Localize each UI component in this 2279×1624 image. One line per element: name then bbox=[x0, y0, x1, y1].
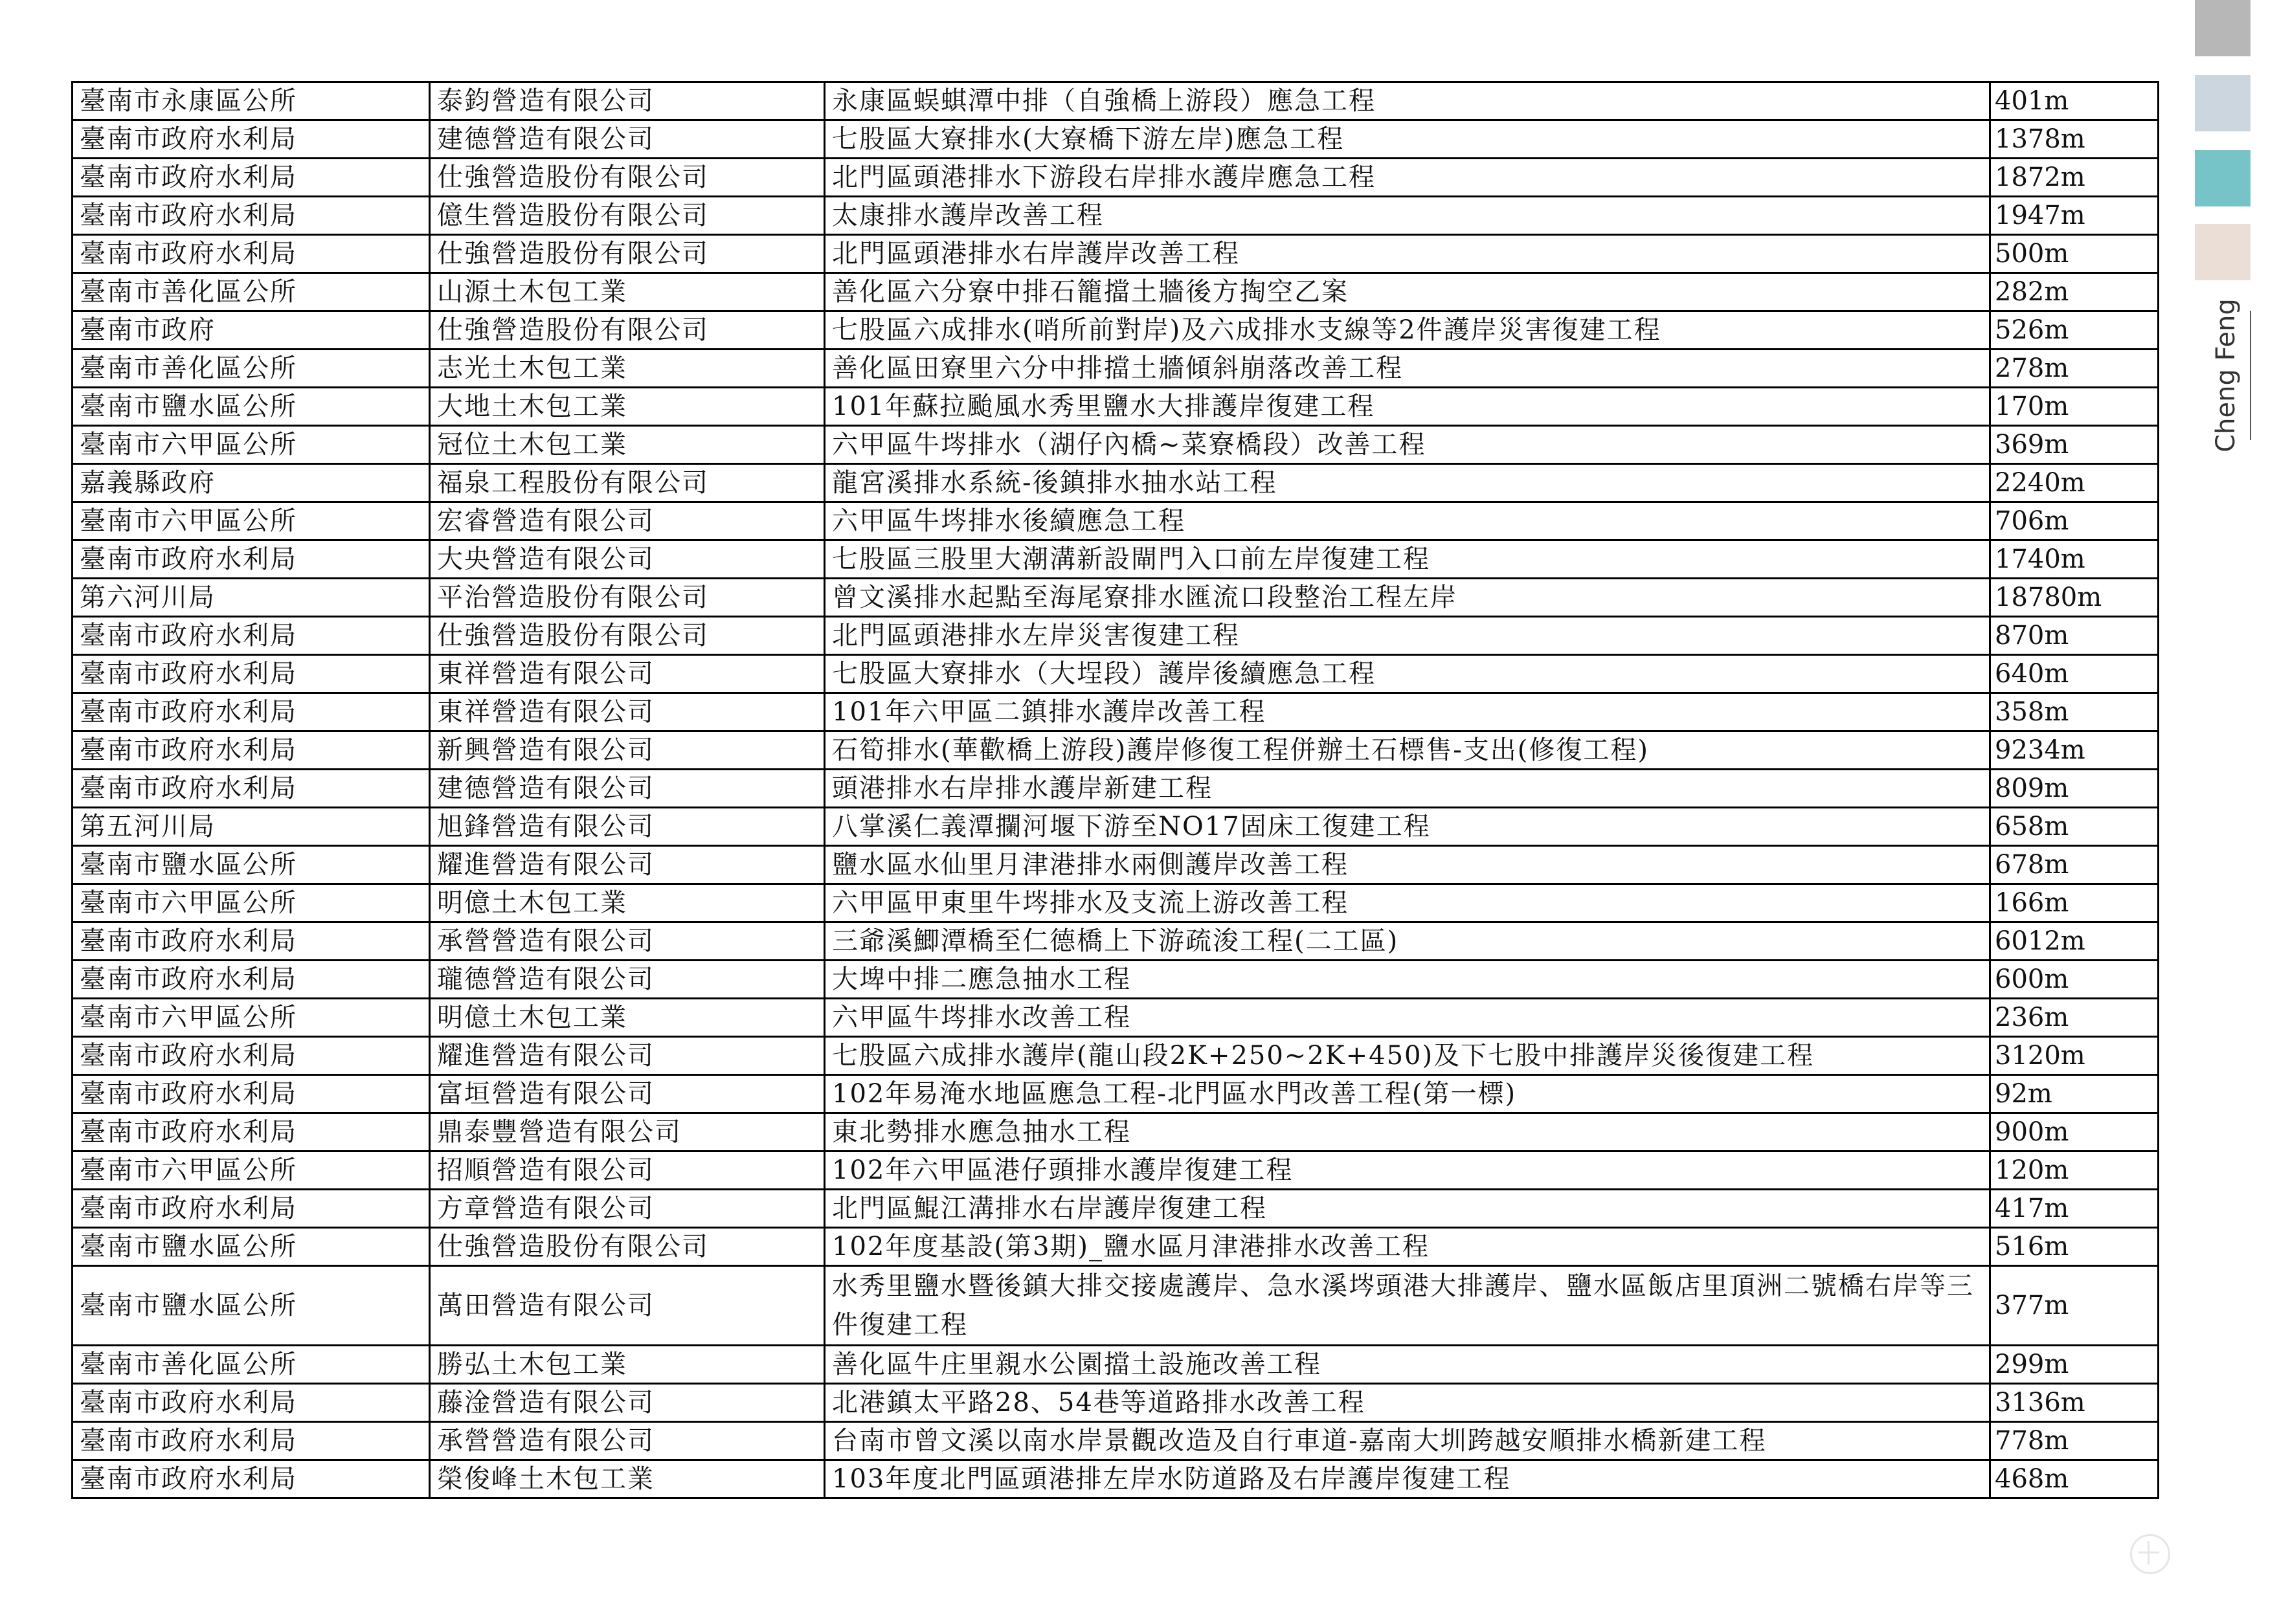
project-cell: 北門區頭港排水下游段右岸排水護岸應急工程 bbox=[825, 159, 1990, 197]
length-cell: 658m bbox=[1990, 808, 2159, 846]
length-cell: 236m bbox=[1990, 999, 2159, 1037]
contractor-cell: 榮俊峰土木包工業 bbox=[430, 1460, 825, 1498]
table-row bbox=[73, 1266, 2159, 1346]
length-cell: 358m bbox=[1990, 693, 2159, 731]
contractor-cell: 承營營造有限公司 bbox=[430, 1422, 825, 1460]
project-cell: 水秀里鹽水暨後鎮大排交接處護岸、急水溪埁頭港大排護岸、鹽水區飯店里頂洲二號橋右岸等三件復建工程 bbox=[825, 1266, 1990, 1346]
contractor-cell: 志光土木包工業 bbox=[430, 350, 825, 388]
table-row bbox=[73, 350, 2159, 388]
table-row bbox=[73, 82, 2159, 120]
length-cell: 2240m bbox=[1990, 464, 2159, 502]
contractor-cell: 耀進營造有限公司 bbox=[430, 846, 825, 884]
table-row bbox=[73, 388, 2159, 426]
table-row bbox=[73, 1190, 2159, 1228]
contractor-cell: 新興營造有限公司 bbox=[430, 731, 825, 770]
agency-cell: 臺南市政府水利局 bbox=[73, 1460, 430, 1498]
table-row bbox=[73, 1346, 2159, 1384]
agency-cell: 臺南市鹽水區公所 bbox=[73, 1266, 430, 1346]
project-cell: 太康排水護岸改善工程 bbox=[825, 197, 1990, 235]
length-cell: 278m bbox=[1990, 350, 2159, 388]
contractor-cell: 鼎泰豐營造有限公司 bbox=[430, 1113, 825, 1151]
contractor-cell: 萬田營造有限公司 bbox=[430, 1266, 825, 1346]
project-cell: 三爺溪鯽潭橋至仁德橋上下游疏浚工程(二工區) bbox=[825, 922, 1990, 961]
color-swatch-4 bbox=[2195, 224, 2251, 280]
agency-cell: 臺南市政府水利局 bbox=[73, 1113, 430, 1151]
contractor-cell: 平治營造股份有限公司 bbox=[430, 579, 825, 617]
contractor-cell: 仕強營造股份有限公司 bbox=[430, 1228, 825, 1266]
project-cell: 102年六甲區港仔頭排水護岸復建工程 bbox=[825, 1151, 1990, 1190]
table-row bbox=[73, 1422, 2159, 1460]
project-cell: 善化區田寮里六分中排擋土牆傾斜崩落改善工程 bbox=[825, 350, 1990, 388]
table-row bbox=[73, 197, 2159, 235]
agency-cell: 臺南市善化區公所 bbox=[73, 350, 430, 388]
length-cell: 870m bbox=[1990, 617, 2159, 655]
length-cell: 1872m bbox=[1990, 159, 2159, 197]
project-cell: 鹽水區水仙里月津港排水兩側護岸改善工程 bbox=[825, 846, 1990, 884]
project-cell: 六甲區牛埁排水（湖仔內橋~菜寮橋段）改善工程 bbox=[825, 426, 1990, 464]
project-cell: 大埤中排二應急抽水工程 bbox=[825, 961, 1990, 999]
table-row bbox=[73, 159, 2159, 197]
project-cell: 七股區大寮排水(大寮橋下游左岸)應急工程 bbox=[825, 120, 1990, 159]
agency-cell: 臺南市政府水利局 bbox=[73, 731, 430, 770]
contractor-cell: 仕強營造股份有限公司 bbox=[430, 235, 825, 273]
agency-cell: 臺南市政府水利局 bbox=[73, 197, 430, 235]
project-cell: 台南市曾文溪以南水岸景觀改造及自行車道-嘉南大圳跨越安順排水橋新建工程 bbox=[825, 1422, 1990, 1460]
agency-cell: 臺南市政府水利局 bbox=[73, 770, 430, 808]
contractor-cell: 建德營造有限公司 bbox=[430, 770, 825, 808]
length-cell: 18780m bbox=[1990, 579, 2159, 617]
agency-cell: 臺南市六甲區公所 bbox=[73, 999, 430, 1037]
agency-cell: 臺南市善化區公所 bbox=[73, 1346, 430, 1384]
contractor-cell: 明億土木包工業 bbox=[430, 884, 825, 922]
agency-cell: 臺南市政府 bbox=[73, 311, 430, 350]
length-cell: 1947m bbox=[1990, 197, 2159, 235]
agency-cell: 臺南市六甲區公所 bbox=[73, 502, 430, 540]
table-row bbox=[73, 693, 2159, 731]
contractor-cell: 承營營造有限公司 bbox=[430, 922, 825, 961]
table-row bbox=[73, 311, 2159, 350]
brand-underline bbox=[2250, 311, 2251, 440]
table-row bbox=[73, 961, 2159, 999]
contractor-cell: 億生營造股份有限公司 bbox=[430, 197, 825, 235]
length-cell: 1740m bbox=[1990, 540, 2159, 579]
length-cell: 640m bbox=[1990, 655, 2159, 693]
agency-cell: 臺南市鹽水區公所 bbox=[73, 846, 430, 884]
length-cell: 1378m bbox=[1990, 120, 2159, 159]
table-row bbox=[73, 1075, 2159, 1113]
contractor-cell: 方章營造有限公司 bbox=[430, 1190, 825, 1228]
length-cell: 6012m bbox=[1990, 922, 2159, 961]
agency-cell: 臺南市政府水利局 bbox=[73, 922, 430, 961]
project-cell: 101年六甲區二鎮排水護岸改善工程 bbox=[825, 693, 1990, 731]
contractor-cell: 宏睿營造有限公司 bbox=[430, 502, 825, 540]
length-cell: 166m bbox=[1990, 884, 2159, 922]
length-cell: 170m bbox=[1990, 388, 2159, 426]
agency-cell: 臺南市政府水利局 bbox=[73, 159, 430, 197]
contractor-cell: 大央營造有限公司 bbox=[430, 540, 825, 579]
table-row bbox=[73, 540, 2159, 579]
length-cell: 468m bbox=[1990, 1460, 2159, 1498]
table-row bbox=[73, 999, 2159, 1037]
table-row bbox=[73, 120, 2159, 159]
contractor-cell: 仕強營造股份有限公司 bbox=[430, 617, 825, 655]
contractor-cell: 東祥營造有限公司 bbox=[430, 693, 825, 731]
contractor-cell: 建德營造有限公司 bbox=[430, 120, 825, 159]
project-cell: 七股區六成排水(哨所前對岸)及六成排水支線等2件護岸災害復建工程 bbox=[825, 311, 1990, 350]
length-cell: 500m bbox=[1990, 235, 2159, 273]
contractor-cell: 藤淦營造有限公司 bbox=[430, 1384, 825, 1422]
contractor-cell: 泰鈞營造有限公司 bbox=[430, 82, 825, 120]
agency-cell: 臺南市政府水利局 bbox=[73, 235, 430, 273]
length-cell: 377m bbox=[1990, 1266, 2159, 1346]
length-cell: 282m bbox=[1990, 273, 2159, 311]
table-row bbox=[73, 884, 2159, 922]
agency-cell: 臺南市政府水利局 bbox=[73, 1384, 430, 1422]
table-row bbox=[73, 846, 2159, 884]
project-cell: 北門區頭港排水左岸災害復建工程 bbox=[825, 617, 1990, 655]
project-cell: 北門區鯤江溝排水右岸護岸復建工程 bbox=[825, 1190, 1990, 1228]
table-row bbox=[73, 1113, 2159, 1151]
table-row bbox=[73, 617, 2159, 655]
table-row bbox=[73, 808, 2159, 846]
length-cell: 600m bbox=[1990, 961, 2159, 999]
length-cell: 9234m bbox=[1990, 731, 2159, 770]
length-cell: 3120m bbox=[1990, 1037, 2159, 1075]
length-cell: 3136m bbox=[1990, 1384, 2159, 1422]
length-cell: 120m bbox=[1990, 1151, 2159, 1190]
agency-cell: 臺南市政府水利局 bbox=[73, 617, 430, 655]
contractor-cell: 山源土木包工業 bbox=[430, 273, 825, 311]
agency-cell: 臺南市永康區公所 bbox=[73, 82, 430, 120]
project-cell: 善化區牛庄里親水公園擋土設施改善工程 bbox=[825, 1346, 1990, 1384]
contractor-cell: 明億土木包工業 bbox=[430, 999, 825, 1037]
table-row bbox=[73, 655, 2159, 693]
agency-cell: 臺南市政府水利局 bbox=[73, 120, 430, 159]
project-cell: 龍宮溪排水系統-後鎮排水抽水站工程 bbox=[825, 464, 1990, 502]
agency-cell: 臺南市政府水利局 bbox=[73, 655, 430, 693]
length-cell: 92m bbox=[1990, 1075, 2159, 1113]
agency-cell: 第五河川局 bbox=[73, 808, 430, 846]
project-cell: 曾文溪排水起點至海尾寮排水匯流口段整治工程左岸 bbox=[825, 579, 1990, 617]
length-cell: 417m bbox=[1990, 1190, 2159, 1228]
agency-cell: 臺南市鹽水區公所 bbox=[73, 388, 430, 426]
length-cell: 778m bbox=[1990, 1422, 2159, 1460]
agency-cell: 臺南市六甲區公所 bbox=[73, 884, 430, 922]
table-row bbox=[73, 1228, 2159, 1266]
table-row bbox=[73, 922, 2159, 961]
project-cell: 六甲區牛埁排水改善工程 bbox=[825, 999, 1990, 1037]
project-cell: 永康區蜈蜞潭中排（自強橋上游段）應急工程 bbox=[825, 82, 1990, 120]
contractor-cell: 富垣營造有限公司 bbox=[430, 1075, 825, 1113]
project-cell: 102年度基設(第3期)_鹽水區月津港排水改善工程 bbox=[825, 1228, 1990, 1266]
project-cell: 六甲區甲東里牛埁排水及支流上游改善工程 bbox=[825, 884, 1990, 922]
agency-cell: 第六河川局 bbox=[73, 579, 430, 617]
project-cell: 石筍排水(華歡橋上游段)護岸修復工程併辦土石標售-支出(修復工程) bbox=[825, 731, 1990, 770]
color-swatch-3 bbox=[2195, 150, 2251, 206]
contractor-cell: 大地土木包工業 bbox=[430, 388, 825, 426]
table-row bbox=[73, 273, 2159, 311]
table-row bbox=[73, 770, 2159, 808]
color-swatch-1 bbox=[2195, 0, 2251, 56]
project-cell: 八掌溪仁義潭攔河堰下游至NO17固床工復建工程 bbox=[825, 808, 1990, 846]
table-row bbox=[73, 464, 2159, 502]
project-cell: 103年度北門區頭港排左岸水防道路及右岸護岸復建工程 bbox=[825, 1460, 1990, 1498]
table-row bbox=[73, 579, 2159, 617]
agency-cell: 臺南市政府水利局 bbox=[73, 1037, 430, 1075]
contractor-cell: 東祥營造有限公司 bbox=[430, 655, 825, 693]
table-row bbox=[73, 1151, 2159, 1190]
length-cell: 299m bbox=[1990, 1346, 2159, 1384]
table-row bbox=[73, 1037, 2159, 1075]
contractor-cell: 仕強營造股份有限公司 bbox=[430, 159, 825, 197]
length-cell: 401m bbox=[1990, 82, 2159, 120]
agency-cell: 臺南市善化區公所 bbox=[73, 273, 430, 311]
project-cell: 六甲區牛埁排水後續應急工程 bbox=[825, 502, 1990, 540]
agency-cell: 臺南市政府水利局 bbox=[73, 1075, 430, 1113]
brand-mark bbox=[2198, 298, 2254, 452]
project-cell: 101年蘇拉颱風水秀里鹽水大排護岸復建工程 bbox=[825, 388, 1990, 426]
table-row bbox=[73, 1384, 2159, 1422]
table-row bbox=[73, 502, 2159, 540]
length-cell: 369m bbox=[1990, 426, 2159, 464]
table-row bbox=[73, 235, 2159, 273]
contractor-cell: 仕強營造股份有限公司 bbox=[430, 311, 825, 350]
project-cell: 七股區大寮排水（大埕段）護岸後續應急工程 bbox=[825, 655, 1990, 693]
length-cell: 526m bbox=[1990, 311, 2159, 350]
project-cell: 七股區三股里大潮溝新設閘門入口前左岸復建工程 bbox=[825, 540, 1990, 579]
watermark-icon bbox=[2130, 1534, 2170, 1574]
contractor-cell: 勝弘土木包工業 bbox=[430, 1346, 825, 1384]
contractor-cell: 瓏德營造有限公司 bbox=[430, 961, 825, 999]
length-cell: 516m bbox=[1990, 1228, 2159, 1266]
length-cell: 900m bbox=[1990, 1113, 2159, 1151]
length-cell: 678m bbox=[1990, 846, 2159, 884]
brand-name: Cheng Feng bbox=[2211, 298, 2241, 452]
project-cell: 東北勢排水應急抽水工程 bbox=[825, 1113, 1990, 1151]
project-cell: 北門區頭港排水右岸護岸改善工程 bbox=[825, 235, 1990, 273]
contractor-cell: 福泉工程股份有限公司 bbox=[430, 464, 825, 502]
agency-cell: 臺南市政府水利局 bbox=[73, 540, 430, 579]
agency-cell: 臺南市政府水利局 bbox=[73, 693, 430, 731]
table-row bbox=[73, 426, 2159, 464]
agency-cell: 臺南市六甲區公所 bbox=[73, 1151, 430, 1190]
project-table bbox=[71, 81, 2159, 1499]
project-table-body bbox=[73, 82, 2159, 1498]
contractor-cell: 耀進營造有限公司 bbox=[430, 1037, 825, 1075]
contractor-cell: 招順營造有限公司 bbox=[430, 1151, 825, 1190]
project-cell: 頭港排水右岸排水護岸新建工程 bbox=[825, 770, 1990, 808]
agency-cell: 臺南市政府水利局 bbox=[73, 1422, 430, 1460]
color-swatch-2 bbox=[2195, 75, 2251, 131]
agency-cell: 嘉義縣政府 bbox=[73, 464, 430, 502]
agency-cell: 臺南市政府水利局 bbox=[73, 1190, 430, 1228]
table-row bbox=[73, 731, 2159, 770]
contractor-cell: 冠位土木包工業 bbox=[430, 426, 825, 464]
agency-cell: 臺南市鹽水區公所 bbox=[73, 1228, 430, 1266]
agency-cell: 臺南市政府水利局 bbox=[73, 961, 430, 999]
contractor-cell: 旭鋒營造有限公司 bbox=[430, 808, 825, 846]
project-cell: 北港鎮太平路28、54巷等道路排水改善工程 bbox=[825, 1384, 1990, 1422]
length-cell: 706m bbox=[1990, 502, 2159, 540]
project-cell: 善化區六分寮中排石籠擋土牆後方掏空乙案 bbox=[825, 273, 1990, 311]
length-cell: 809m bbox=[1990, 770, 2159, 808]
project-cell: 七股區六成排水護岸(龍山段2K+250~2K+450)及下七股中排護岸災後復建工程 bbox=[825, 1037, 1990, 1075]
project-cell: 102年易淹水地區應急工程-北門區水門改善工程(第一標) bbox=[825, 1075, 1990, 1113]
table-row bbox=[73, 1460, 2159, 1498]
agency-cell: 臺南市六甲區公所 bbox=[73, 426, 430, 464]
